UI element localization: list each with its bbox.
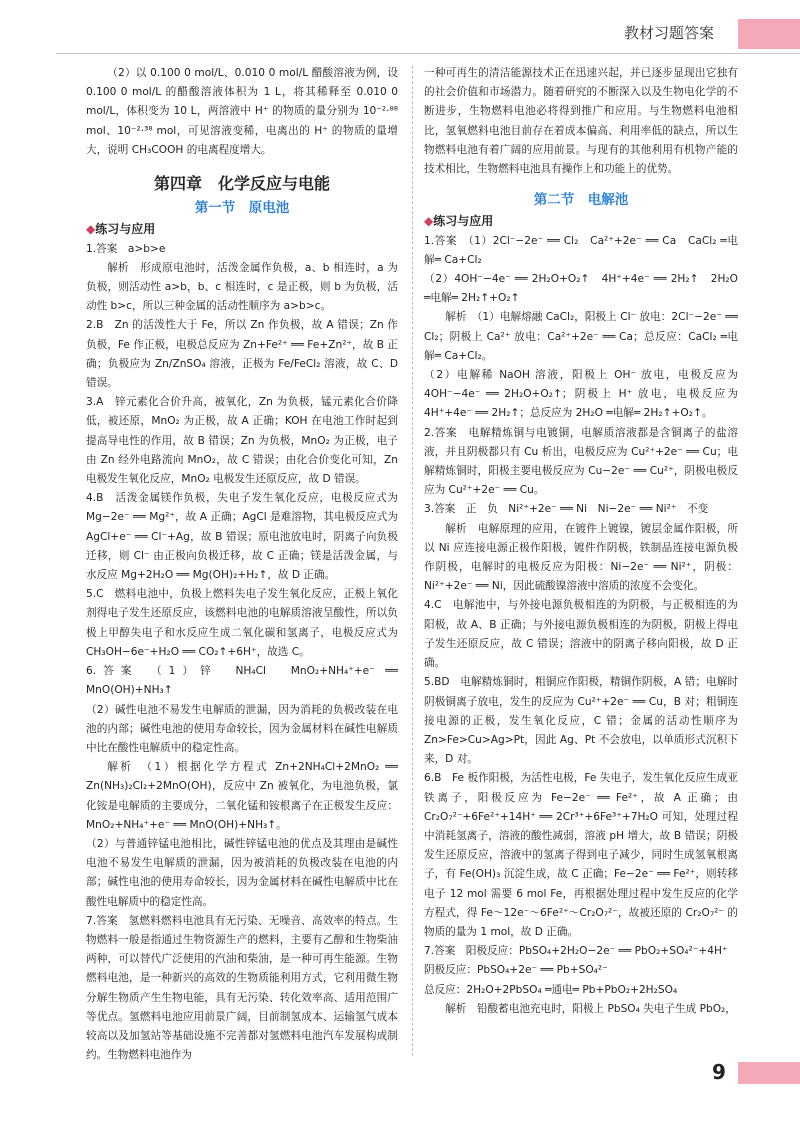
- answer-item: 1.答案 （1）2Cl⁻−2e⁻ ══ Cl₂ Ca²⁺+2e⁻ ══ Ca CaCl₂ ═电解═ Ca+Cl₂: [424, 234, 738, 266]
- answer-item: 6.B Fe 板作阳极，为活性电极，Fe 失电子，发生氧化反应生成亚铁离子，阳极反应为 Fe−2e⁻ ══ Fe²⁺，故 A 正确；由 Cr₂O₇²⁻+6Fe²⁺+14H⁺ ══ 2Cr³⁺+6Fe³⁺+7H₂O 可知，处理过程中消耗氢离子，溶液的酸性减弱，溶液 pH 增大，故 B 错误；阴极发生还原反应，溶液中的氢离子得到电子减少，同时生成氢氧根离子，有 Fe(OH)₃ 沉淀生成，故 C 正确；Fe−2e⁻ ══ Fe²⁺，则转移电子 12 mol 需要 6 mol Fe，再根据处理过程中发生反应的化学方程式，得 Fe～12e⁻～6Fe²⁺～Cr₂O₇²⁻，故被还原的 Cr₂O₇²⁻ 的物质的量为 1 mol，故 D 正确。: [424, 772, 738, 938]
- answer-item: 解析 电解原理的应用，在镀件上镀镍，镀层金属作阳极，所以 Ni 应连接电源正极作阳极，镀件作阴极，铁制品连接电源负极作阴极，电解时的电极反应为阳极：Ni−2e⁻ ══ Ni²⁺，阴极：Ni²⁺+2e⁻ ══ Ni，因此硫酸镍溶液中溶质的浓度不会变化。: [424, 522, 738, 593]
- left-column: [86, 64, 398, 1065]
- answer-item: 解析 形成原电池时，活泼金属作负极，a、b 相连时，a 为负极，则活动性 a>b，b、c 相连时，c 是正极，则 b 为负极，活动性 b>c，所以三种金属的活动性顺序为 a>b>c。: [86, 261, 398, 313]
- answer-item: 阴极反应：PbSO₄+2e⁻ ══ Pb+SO₄²⁻: [424, 964, 608, 977]
- answer-item: 解析 （1）电解熔融 CaCl₂，阳极上 Cl⁻ 放电：2Cl⁻−2e⁻ ══ Cl₂；阴极上 Ca²⁺ 放电：Ca²⁺+2e⁻ ══ Ca；总反应：CaCl₂ ═电解═ Ca+Cl₂。: [424, 311, 738, 362]
- answer-item: 6.答案 （1）锌 NH₄Cl MnO₂+NH₄⁺+e⁻ ══ MnO(OH)+NH₃↑: [86, 665, 398, 697]
- intro-paragraph: （2）以 0.100 0 mol/L、0.010 0 mol/L 醋酸溶液为例，设 0.100 0 mol/L 的醋酸溶液体积为 1 L，将其稀释至 0.010 0 mol/L，体积变为 10 L，两溶液中 H⁺ 的物质的量分别为 10⁻²·⁸⁸ mol、10⁻²·³⁸ mol，可见溶液变稀，电离出的 H⁺ 的物质的量增大，说明 CH₃COOH 的电离程度增大。: [86, 67, 398, 156]
- answer-item: 7.答案 氢燃料燃料电池具有无污染、无噪音、高效率的特点。生物燃料一般是指通过生物资源生产的燃料，主要有乙醇和生物柴油两种，可以替代广泛使用的汽油和柴油，是一种可再生能源。生物燃料电池，是一种新兴的高效的生物质能利用方式，它利用微生物分解生物质产生生物电能，具有无污染、转化效率高、适用范围广等优点。氢燃料电池应用前景广阔，目前制氢成本、运输氢气成本较高以及加氢站等基础设施不完善都对氢燃料电池汽车发展构成制约。生物燃料电池作为: [86, 914, 398, 1062]
- header-divider: [56, 53, 800, 54]
- right-column: [424, 64, 738, 1019]
- header-accent-bar: [738, 19, 800, 49]
- answer-item: 4.B 活泼金属镁作负极，失电子发生氧化反应，电极反应式为 Mg−2e⁻ ══ Mg²⁺，故 A 正确；AgCl 是难溶物，其电极反应式为 AgCl+e⁻ ══ Cl⁻+Ag，故 B 错误；原电池放电时，阴离子向负极迁移，则 Cl⁻ 由正极向负极迁移，故 C 正确；镁是活泼金属，与水反应 Mg+2H₂O ══ Mg(OH)₂+H₂↑，故 D 正确。: [86, 492, 398, 582]
- answer-item: 4.C 电解池中，与外接电源负极相连的为阴极，与正极相连的为阳极，故 A、B 正确；与外接电源负极相连的为阴极，阴极上得电子发生还原反应，故 C 错误；溶液中的阴离子移向阳极，故 D 正确。: [424, 599, 738, 670]
- answer-item: 3.A 锌元素化合价升高，被氧化，Zn 为负极，锰元素化合价降低，被还原，MnO₂ 为正极，故 A 正确；KOH 在电池工作时起到提高导电性的作用，故 B 错误；Zn 为负极，MnO₂ 为正极，电子由 Zn 经外电路流向 MnO₂，故 C 错误；由化合价变化可知，Zn 电极发生氧化反应，MnO₂ 电极发生还原反应，故 D 错误。: [86, 396, 398, 486]
- answer-item: 2.答案 电解精炼铜与电镀铜，电解质溶液都是含铜离子的盐溶液，并且阴极都只有 Cu 析出，电极反应为 Cu²⁺+2e⁻ ══ Cu；电解精炼铜时，阳极主要电极反应为 Cu−2e⁻ ══ Cu²⁺，阴极电极反应为 Cu²⁺+2e⁻ ══ Cu。: [424, 426, 738, 497]
- answer-item: （2）4OH⁻−4e⁻ ══ 2H₂O+O₂↑ 4H⁺+4e⁻ ══ 2H₂↑ 2H₂O ═电解═ 2H₂↑+O₂↑: [424, 273, 738, 305]
- footer-accent-bar: [738, 1062, 800, 1084]
- answer-item: 1.答案 a>b>e: [86, 242, 166, 255]
- answer-item: 2.B Zn 的活泼性大于 Fe，所以 Zn 作负极，故 A 错误；Zn 作负极，Fe 作正极，电极总反应为 Zn+Fe²⁺ ══ Fe+Zn²⁺，故 B 正确；负极应为 Zn/ZnSO₄ 溶液，正极为 Fe/FeCl₂ 溶液，故 C、D 错误。: [86, 319, 398, 390]
- continued-paragraph: 一种可再生的清洁能源技术正在迅速兴起，并已逐步显现出它独有的社会价值和市场潜力。随着研究的不断深入以及生物电化学的不断进步，生物燃料电池必将得到推广和应用。与生物燃料电池相比，氢氧燃料电池目前存在着成本偏高、利用率低的缺点，所以生物燃料电池有着广阔的应用前景。与现有的其他利用有机物产能的技术相比，生物燃料电池具有操作上和功能上的优势。: [424, 67, 738, 176]
- practice-heading-label: 练习与应用: [95, 222, 156, 237]
- section-title: 第一节 原电池: [194, 200, 290, 217]
- answer-item: （2）电解稀 NaOH 溶液，阳极上 OH⁻ 放电，电极反应为 4OH⁻−4e⁻ ══ 2H₂O+O₂↑；阴极上 H⁺ 放电，电极反应为 4H⁺+4e⁻ ══ 2H₂↑；总反应为 2H₂O ═电解═ 2H₂↑+O₂↑。: [424, 369, 738, 420]
- answer-item: 解析 铅酸蓄电池充电时，阳极上 PbSO₄ 失电子生成 PbO₂，: [445, 1002, 736, 1015]
- section-title: 第二节 电解池: [533, 192, 629, 209]
- answer-item: 5.BD 电解精炼铜时，粗铜应作阳极，精铜作阴极，A 错；电解时阴极铜离子放电，发生的反应为 Cu²⁺+2e⁻ ══ Cu，B 对；粗铜连接电源的正极，发生氧化反应，C 错；金属的活动性顺序为 Zn>Fe>Cu>Ag>Pt，因此 Ag、Pt 不会放电，以单质形式沉积下来，D 对。: [424, 676, 738, 766]
- answer-item: （2）与普通锌锰电池相比，碱性锌锰电池的优点及其理由是碱性电池不易发生电解质的泄漏，因为被消耗的负极改装在电池的内部；碱性电池的使用寿命较长，因为金属材料在碱性电解质中比在酸性电解质中的稳定性高。: [86, 837, 398, 908]
- answer-item: 5.C 燃料电池中，负极上燃料失电子发生氧化反应，正极上氧化剂得电子发生还原反应，该燃料电池的电解质溶液呈酸性，所以负极上甲醇失电子和水反应生成二氧化碳和氢离子，电极反应式为 CH₃OH−6e⁻+H₂O ══ CO₂↑+6H⁺，故选 C。: [86, 588, 398, 658]
- diamond-icon: ◆: [424, 214, 434, 229]
- answer-item: 解析 （1）根据化学方程式 Zn+2NH₄Cl+2MnO₂ ══ Zn(NH₃)₂Cl₂+2MnO(OH)，反应中 Zn 被氧化，为电池负极，氯化铵是电解质的主要成分，二氧化锰和铵根离子在正极发生反应：MnO₂+NH₄⁺+e⁻ ══ MnO(OH)+NH₃↑。: [86, 761, 398, 831]
- practice-heading: [86, 220, 398, 239]
- practice-heading-label: 练习与应用: [433, 214, 494, 229]
- page-number: 9: [712, 1060, 726, 1084]
- column-divider: [412, 66, 413, 1056]
- answer-item: （2）碱性电池不易发生电解质的泄漏，因为消耗的负极改装在电池的内部；碱性电池的使用寿命较长，因为金属材料在碱性电解质中比在酸性电解质中的稳定性高。: [86, 703, 398, 754]
- practice-heading: [424, 212, 738, 231]
- chapter-title: 第四章 化学反应与电能: [153, 174, 330, 194]
- answer-item: 总反应：2H₂O+2PbSO₄ ═通电═ Pb+PbO₂+2H₂SO₄: [424, 983, 678, 996]
- answer-item: 7.答案 阳极反应：PbSO₄+2H₂O−2e⁻ ══ PbO₂+SO₄²⁻+4H⁺: [424, 945, 728, 958]
- header-title: 教材习题答案: [624, 24, 715, 42]
- answer-item: 3.答案 正 负 Ni²⁺+2e⁻ ══ Ni Ni−2e⁻ ══ Ni²⁺ 不变: [424, 503, 709, 516]
- diamond-icon: ◆: [86, 222, 96, 237]
